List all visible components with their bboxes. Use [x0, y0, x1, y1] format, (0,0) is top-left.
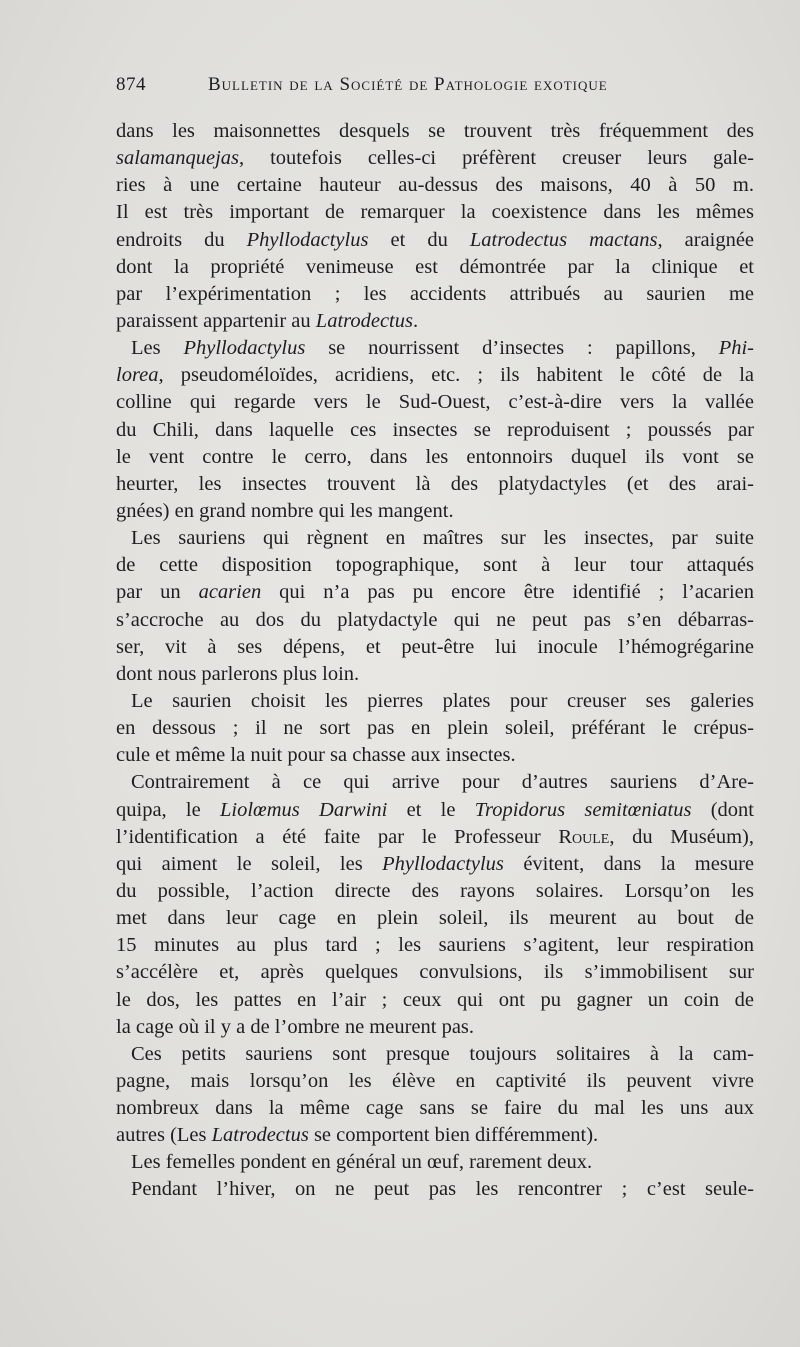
text-line	[116, 362, 754, 389]
text-run: paraissent appartenir au	[116, 309, 316, 332]
text-line	[116, 1014, 754, 1041]
text-run: dans les maisonnettes desquels se trouvent très fréquemment des	[116, 120, 754, 142]
italic-term: Tropidorus semitœniatus	[474, 798, 692, 821]
text-line	[116, 824, 754, 851]
text-line	[116, 281, 754, 308]
text-line	[116, 742, 754, 769]
text-run: met dans leur cage en plein soleil, ils meurent au bout de	[116, 907, 754, 930]
text-line	[116, 987, 754, 1014]
italic-term: lorea	[116, 364, 159, 387]
text-run: dont nous parlerons plus loin.	[116, 662, 360, 685]
text-run: , pseudoméloïdes, acridiens, etc. ; ils habitent le côté de la	[158, 364, 754, 387]
text-run: en dessous ; il ne sort pas en plein soleil, préférant le crépus-	[116, 717, 754, 740]
text-line	[116, 471, 754, 498]
text-run: évitent, dans la mesure	[503, 852, 754, 875]
page-header	[116, 74, 756, 100]
text-run: Contrairement à ce qui arrive pour d’autres sauriens d’Are-	[131, 771, 754, 794]
text-run: s’accroche au dos du platydactyle qui ne peut pas s’en débarras-	[116, 608, 754, 631]
text-run: s’accélère et, après quelques convulsions, ils s’immobilisent sur	[116, 961, 754, 984]
text-run: endroits du	[116, 228, 247, 251]
small-caps-name: Roule	[558, 825, 610, 848]
text-run: le vent contre le cerro, dans les entonnoirs duquel ils vont se	[116, 445, 754, 468]
text-line	[116, 905, 754, 932]
italic-term: Phyllodactylus	[183, 337, 306, 360]
italic-term: Latrodectus	[211, 1124, 309, 1147]
text-line	[116, 498, 754, 525]
text-line	[116, 932, 754, 959]
italic-term: Latrodectus	[315, 309, 413, 332]
text-line	[116, 145, 754, 172]
text-run: et le	[387, 798, 475, 821]
text-run: et du	[368, 228, 470, 251]
text-run: dont la propriété venimeuse est démontrée par la clinique et	[116, 255, 754, 278]
text-run: Ces petits sauriens sont presque toujours solitaires à la cam-	[131, 1042, 754, 1065]
text-run: le dos, les pattes en l’air ; ceux qui ont pu gagner un coin de	[116, 988, 754, 1011]
text-line	[116, 118, 754, 145]
text-line	[116, 417, 754, 444]
text-line	[116, 661, 754, 688]
text-line	[116, 688, 754, 715]
text-run: .	[412, 309, 419, 332]
text-line	[116, 227, 754, 254]
text-run: autres (Les	[116, 1124, 212, 1147]
text-line	[116, 797, 754, 824]
text-run: qui n’a pas pu encore être identifié ; l’acarien	[261, 581, 754, 604]
text-line	[116, 389, 754, 416]
text-run: qui aiment le soleil, les	[116, 852, 383, 875]
italic-term: Phi-	[718, 337, 754, 360]
text-line	[116, 444, 754, 471]
text-run: Les	[131, 337, 184, 360]
text-run: se comportent bien différemment).	[308, 1124, 599, 1147]
text-run: gnées) en grand nombre qui les mangent.	[116, 499, 454, 522]
text-run: Le saurien choisit les pierres plates pour creuser ses galeries	[131, 689, 754, 712]
text-run: , toutefois celles-ci préfèrent creuser leurs gale-	[239, 147, 754, 170]
text-line	[116, 1068, 754, 1095]
italic-term: Phyllodactylus	[382, 852, 504, 875]
text-line	[116, 172, 754, 199]
italic-term: Latrodectus mactans	[469, 228, 658, 251]
page-number: 874	[116, 74, 146, 95]
text-run: de cette disposition topographique, sont à leur tour attaqués	[116, 554, 754, 577]
text-line	[116, 634, 754, 661]
text-run: se nourrissent d’insectes : papillons,	[305, 337, 719, 360]
text-run: Les femelles pondent en général un œuf, rarement deux.	[131, 1151, 593, 1174]
italic-term: Liolœmus Darwini	[220, 798, 388, 821]
italic-term: acarien	[198, 581, 262, 604]
italic-term: salamanquejas	[116, 147, 239, 170]
text-line	[116, 254, 754, 281]
text-run: colline qui regarde vers le Sud-Ouest, c’est-à-dire vers la vallée	[116, 391, 754, 414]
text-run: , araignée	[657, 228, 755, 251]
text-run: du Chili, dans laquelle ces insectes se reproduisent ; poussés par	[116, 418, 754, 441]
text-line	[116, 851, 754, 878]
text-line	[116, 1041, 754, 1068]
text-run: cule et même la nuit pour sa chasse aux insectes.	[116, 744, 516, 767]
text-run: Pendant l’hiver, on ne peut pas les rencontrer ; c’est seule-	[131, 1178, 754, 1201]
text-line	[116, 959, 754, 986]
text-line	[116, 335, 754, 362]
text-run: par l’expérimentation ; les accidents attribués au saurien me	[116, 282, 754, 305]
text-line	[116, 1095, 754, 1122]
running-title: Bulletin de la Société de Pathologie exotique	[208, 74, 608, 95]
text-run: , du Muséum),	[609, 825, 755, 848]
text-line	[116, 1122, 754, 1149]
text-line	[116, 878, 754, 905]
text-line	[116, 715, 754, 742]
text-line	[116, 525, 754, 552]
text-run: nombreux dans la même cage sans se faire du mal les uns aux	[116, 1097, 754, 1120]
italic-term: Phyllodactylus	[246, 228, 369, 251]
text-run: 15 minutes au plus tard ; les sauriens s’agitent, leur respiration	[116, 934, 754, 957]
text-run: Les sauriens qui règnent en maîtres sur les insectes, par suite	[131, 527, 754, 550]
text-line	[116, 552, 754, 579]
text-line	[116, 308, 754, 335]
text-run: heurter, les insectes trouvent là des platydactyles (et des arai-	[116, 472, 754, 495]
text-line	[116, 607, 754, 634]
text-run: pagne, mais lorsqu’on les élève en captivité ils peuvent vivre	[116, 1069, 754, 1092]
text-run: quipa, le	[116, 798, 220, 821]
text-run: la cage où il y a de l’ombre ne meurent pas.	[116, 1015, 475, 1038]
text-run: Il est très important de remarquer la coexistence dans les mêmes	[116, 201, 754, 224]
text-line	[116, 199, 754, 226]
text-line	[116, 1176, 754, 1203]
text-line	[116, 769, 754, 796]
body-text	[116, 118, 754, 1204]
text-run: du possible, l’action directe des rayons solaires. Lorsqu’on les	[116, 879, 754, 902]
text-line	[116, 579, 754, 606]
text-run: ser, vit à ses dépens, et peut-être lui inocule l’hémogrégarine	[116, 635, 754, 658]
text-line	[116, 1149, 754, 1176]
text-run: par un	[116, 581, 199, 604]
text-run: (dont	[691, 798, 754, 821]
text-run: ries à une certaine hauteur au-dessus des maisons, 40 à 50 m.	[116, 174, 754, 197]
text-run: l’identification a été faite par le Professeur	[116, 825, 559, 848]
